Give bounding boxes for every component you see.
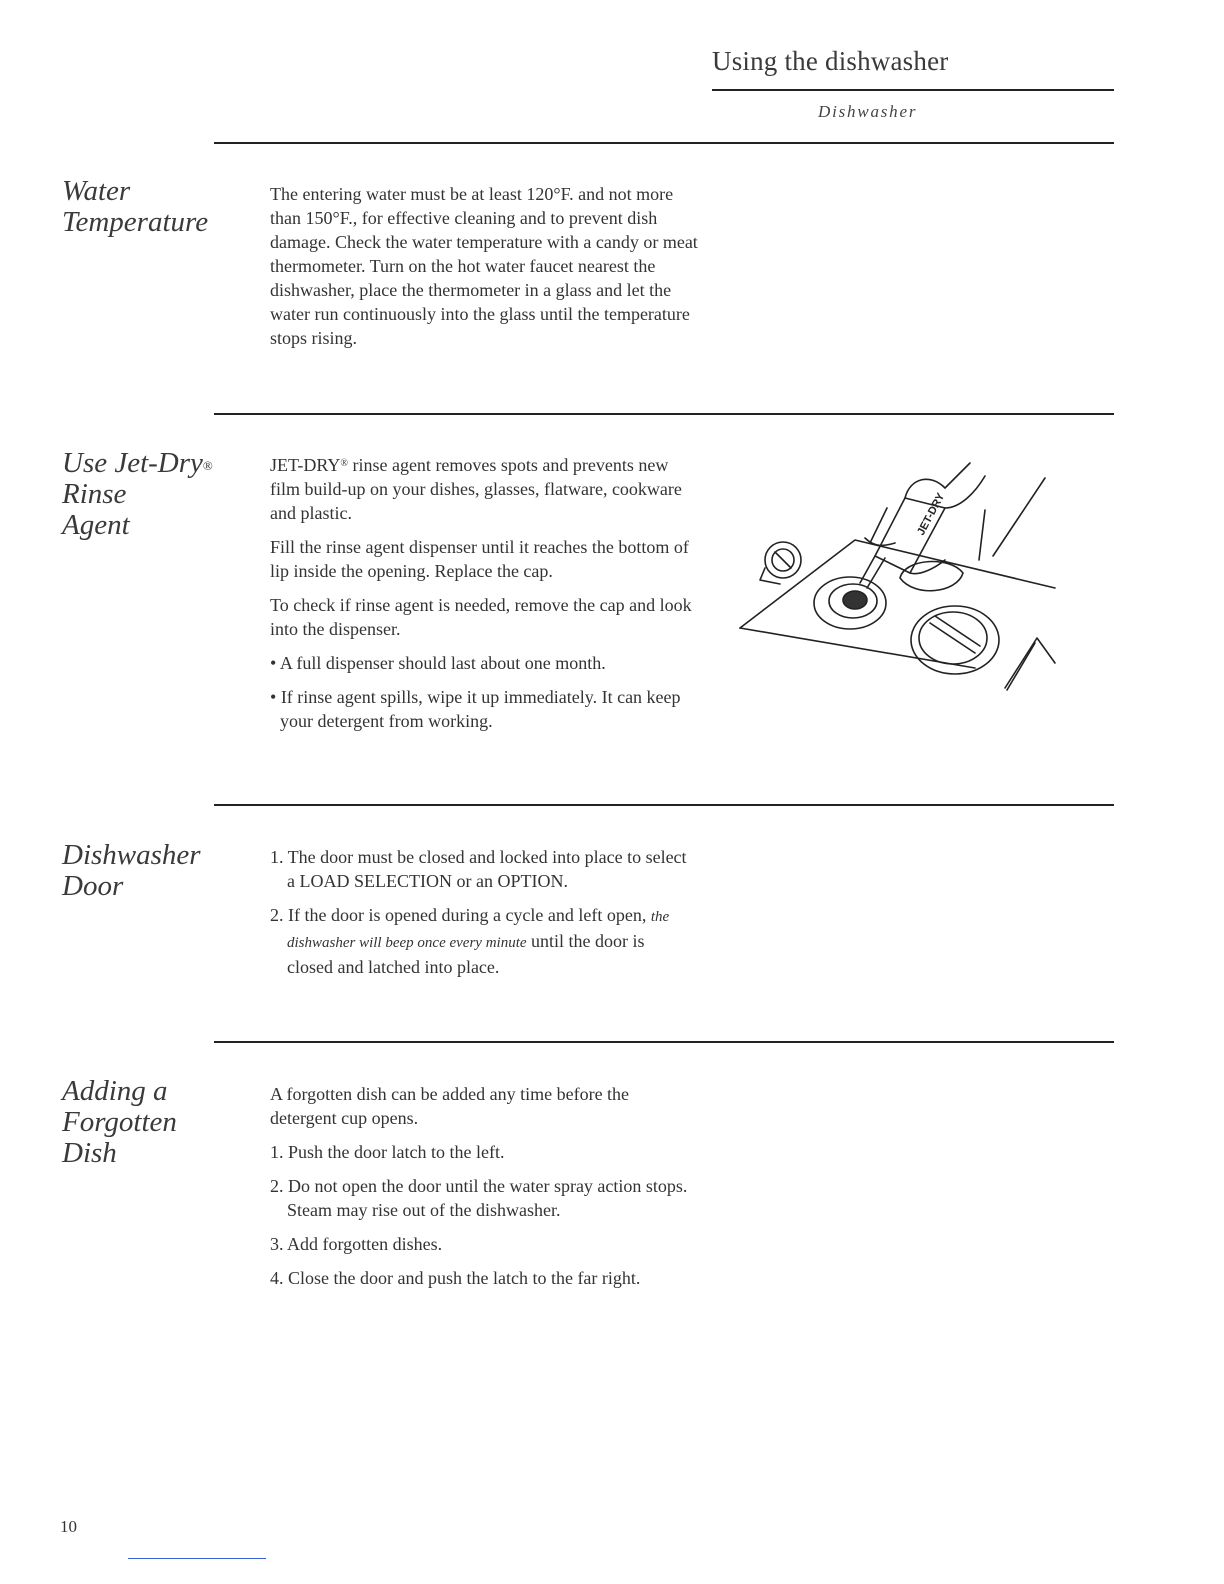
jet-dry-bottle-label: JET-DRY — [915, 491, 948, 538]
water-temperature-text: The entering water must be at least 120°F. and not more than 150°F., for effective cleaning and to prevent dish damage. Check the water temperature with a candy or meat thermometer. Turn on the hot water faucet nearest the dishwasher, place the thermometer in a glass and let the water run continuously into the glass until the temperature stops rising. — [270, 184, 698, 348]
list-item: 2. Do not open the door until the water spray action stops. Steam may rise out of the dishwasher. — [270, 1176, 688, 1220]
list-item: 3. Add forgotten dishes. — [270, 1234, 443, 1254]
page-title: Using the dishwasher — [712, 46, 949, 76]
rinse-agent-dispenser-illustration — [735, 448, 1065, 698]
section-divider — [214, 804, 1114, 806]
page-number: 10 — [60, 1517, 77, 1536]
list-item: • If rinse agent spills, wipe it up immediately. It can keep your detergent from working. — [270, 687, 681, 731]
page-subtitle: Dishwasher — [818, 102, 918, 121]
list-item: • A full dispenser should last about one month. — [270, 653, 606, 673]
section-divider — [214, 413, 1114, 415]
dishwasher-door-heading: Dishwasher Door — [62, 839, 201, 902]
footer-line — [128, 1558, 266, 1559]
jet-dry-text: JET-DRY® rinse agent removes spots and prevents new film build-up on your dishes, glasses, flatware, cookware and plastic. Fill the rinse agent dispenser until it reaches the bottom of lip inside the opening. Replace the cap. To check if rinse agent is needed, remove the cap and look into the dispenser. • A full dispenser should last about one month. • If rinse agent spills, wipe it up immediately. It can keep your detergent from working. — [270, 453, 700, 733]
forgotten-dish-text: A forgotten dish can be added any time before the detergent cup opens. 1. Push the door latch to the left. 2. Do not open the door until the water spray action stops. Steam may rise out of the dishwasher. 3. Add forgotten dishes. 4. Close the door and push the latch to the far right. — [270, 1082, 690, 1290]
jet-dry-heading: Use Jet-Dry® Rinse Agent — [62, 447, 213, 541]
list-item: 1. The door must be closed and locked into place to select a LOAD SELECTION or an OPTION. — [270, 847, 687, 891]
section-divider — [214, 142, 1114, 144]
list-item: 4. Close the door and push the latch to the far right. — [270, 1268, 641, 1288]
header-rule — [712, 89, 1114, 91]
section-divider — [214, 1041, 1114, 1043]
water-temperature-heading: Water Temperature — [62, 175, 209, 238]
dishwasher-door-text — [270, 845, 690, 979]
list-item: 1. Push the door latch to the left. — [270, 1142, 505, 1162]
forgotten-dish-heading: Adding a Forgotten Dish — [62, 1075, 177, 1169]
list-item: 2. If the door is opened during a cycle and left open, the dishwasher will beep once every minute until the door is closed and latched into place. — [270, 905, 670, 977]
